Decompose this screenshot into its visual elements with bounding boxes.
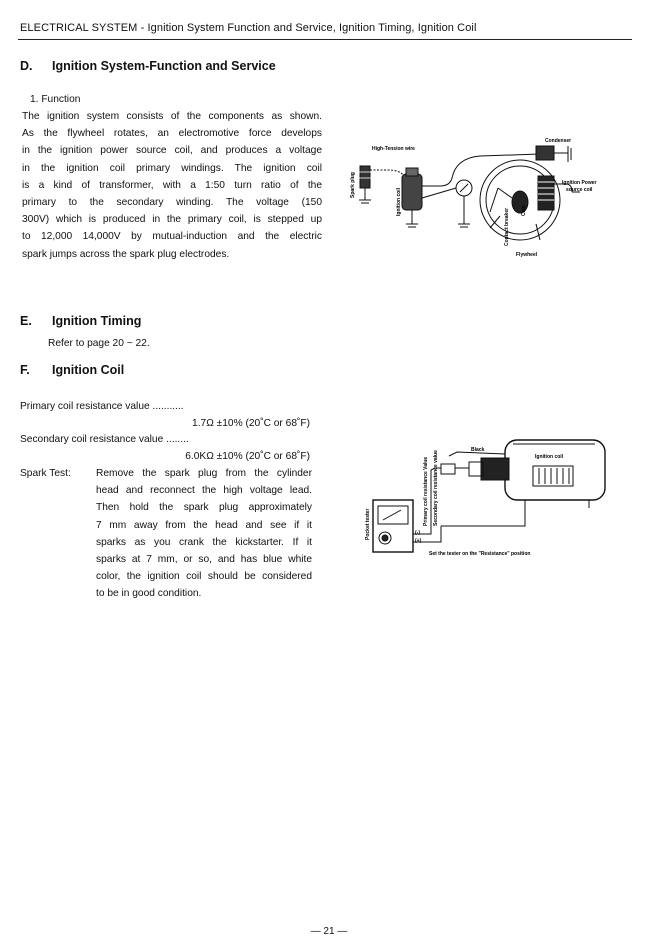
section-f-title: Ignition Coil	[52, 363, 125, 377]
ignition-timing-reference: Refer to page 20 ~ 22.	[48, 338, 150, 349]
paragraph-line: Then hold the spark plug approximately	[96, 502, 312, 514]
paragraph-line: sparks at 7 mm, or so, and has blue white	[96, 554, 312, 566]
label-secondary-value: Secondary coil resistance value	[433, 450, 439, 526]
header-rule	[18, 39, 632, 40]
paragraph-line: Remove the spark plug from the cylinder	[96, 468, 312, 479]
paragraph-line: 7 mm away from the head and see if it	[96, 519, 312, 531]
primary-resistance-value: 1.7Ω ±10% (20˚C or 68˚F)	[192, 418, 310, 429]
paragraph-line: primary to the secondary winding. The voltage (150	[22, 197, 322, 209]
function-subheading: 1. Function	[30, 94, 81, 105]
label-flywheel: Flywheel	[516, 252, 538, 258]
label-ignition-coil: Ignition coil	[396, 187, 402, 216]
paragraph-line: sparks as you crank the kickstarter. If it	[96, 536, 312, 548]
section-f-letter: F.	[20, 363, 30, 377]
section-e-title: Ignition Timing	[52, 314, 142, 328]
label-pocket-tester: Pocket tester	[365, 508, 371, 540]
section-d-letter: D.	[20, 59, 33, 73]
paragraph-line: is a kind of transformer, with a 1:50 turn ratio of the	[22, 179, 322, 191]
label-power-coil-2: source coil	[566, 187, 593, 193]
coil-test-diagram	[345, 430, 625, 565]
secondary-resistance-value: 6.0KΩ ±10% (20˚C or 68˚F)	[185, 451, 310, 462]
label-plus: (+)	[415, 538, 422, 544]
paragraph-line: in the ignition coil primary windings. The ignition coil	[22, 162, 322, 174]
label-primary-value: Primary coil resistance Value	[423, 456, 429, 526]
paragraph-line: The ignition system consists of the components as shown.	[22, 111, 322, 122]
label-black-wire: Black	[471, 447, 485, 453]
spark-test-paragraph	[96, 465, 312, 603]
paragraph-line: head and reconnect the high voltage lead.	[96, 485, 312, 497]
label-high-tension-wire: High-Tension wire	[372, 146, 415, 152]
label-minus: (-)	[415, 530, 420, 536]
paragraph-line: to 12,000 14,000V by mutual-induction and the electric	[22, 231, 322, 243]
label-power-coil-1: Ignition Power	[562, 180, 597, 186]
paragraph-line: in the ignition power source coil, and produces a voltage	[22, 145, 322, 157]
section-e-heading	[20, 314, 141, 328]
section-d-title: Ignition System-Function and Service	[52, 59, 276, 73]
section-f-heading	[20, 363, 124, 377]
section-e-letter: E.	[20, 314, 32, 328]
paragraph-line: 300V) which is produced in the primary coil, is stepped up	[22, 214, 322, 226]
section-d-heading	[20, 59, 276, 73]
paragraph-line: color, the ignition coil should be considered	[96, 571, 312, 583]
paragraph-line: As the flywheel rotates, an electromotive force develops	[22, 128, 322, 140]
page-number: — 21 —	[310, 926, 348, 937]
secondary-resistance-label: Secondary coil resistance value ........	[20, 434, 189, 445]
label-ignition-coil-2: Ignition coil	[535, 454, 564, 460]
primary-resistance-label: Primary coil resistance value ...........	[20, 401, 184, 412]
paragraph-line: spark jumps across the spark plug electrodes.	[22, 248, 230, 260]
label-tester-caption: Set the tester on the "Resistance" position	[429, 551, 531, 557]
spark-plug-shape	[360, 166, 370, 188]
label-contact-breaker: Contact breaker	[504, 207, 510, 246]
function-paragraph	[22, 108, 322, 263]
spark-test-label: Spark Test:	[20, 468, 71, 479]
label-spark-plug: Spark plug	[350, 172, 356, 198]
ignition-system-diagram	[340, 128, 640, 268]
label-cam: Cam	[521, 205, 527, 216]
paragraph-line: to be in good condition.	[96, 588, 202, 600]
label-condenser: Condenser	[545, 138, 572, 144]
page-header: ELECTRICAL SYSTEM - Ignition System Function and Service, Ignition Timing, Ignition Coil	[20, 22, 477, 34]
